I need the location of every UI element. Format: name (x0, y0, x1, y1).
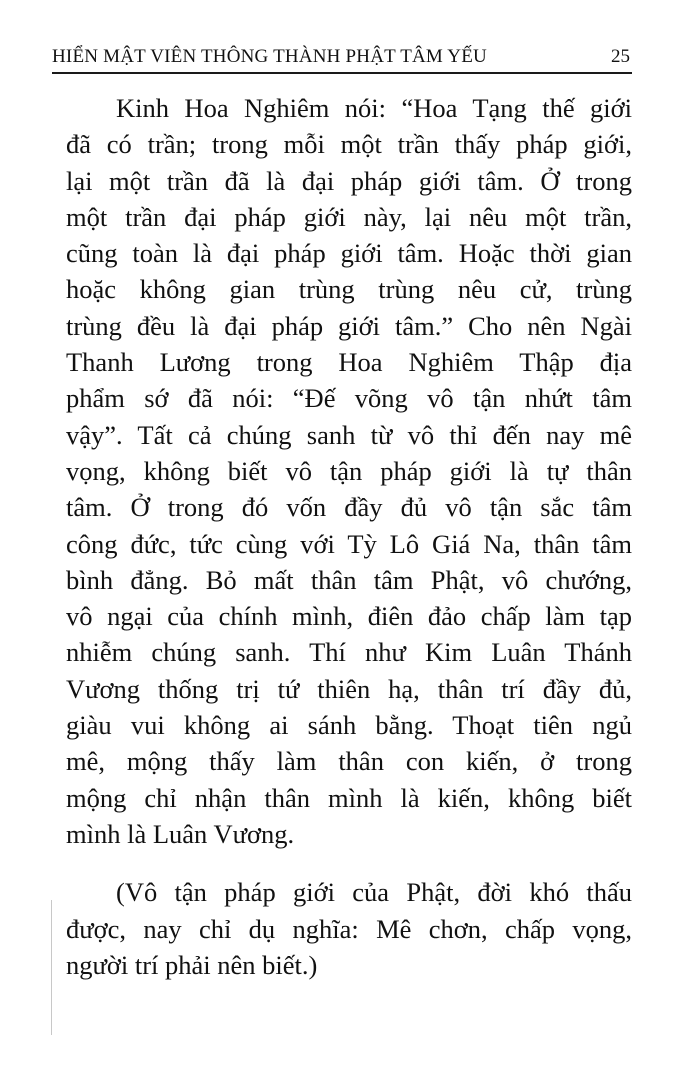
running-title: HIỂN MẬT VIÊN THÔNG THÀNH PHẬT TÂM YẾU (52, 46, 487, 67)
text-line: đã có trần; trong mỗi một trần thấy pháp giới, (66, 129, 632, 160)
body-text (66, 90, 632, 983)
text-line: giàu vui không ai sánh bằng. Thoạt tiên ngủ (66, 710, 632, 741)
text-line: mình là Luân Vương. (66, 818, 295, 849)
paragraph (66, 90, 632, 852)
text-line: lại một trần đã là đại pháp giới tâm. Ở trong (66, 165, 632, 196)
page-margin-mark (51, 900, 52, 1035)
text-line: trùng đều là đại pháp giới tâm.” Cho nên Ngài (66, 310, 632, 341)
text-line: cũng toàn là đại pháp giới tâm. Hoặc thời gian (66, 238, 632, 269)
text-line: hoặc không gian trùng trùng nêu cử, trùng (66, 274, 632, 305)
text-line: mê, mộng thấy làm thân con kiến, ở trong (66, 746, 632, 777)
text-line: công đức, tức cùng với Tỳ Lô Giá Na, thân tâm (66, 528, 632, 559)
text-line: phẩm sớ đã nói: “Đế võng vô tận nhứt tâm (66, 383, 632, 414)
text-line: Thanh Lương trong Hoa Nghiêm Thập địa (66, 347, 632, 378)
paragraph-gap (66, 852, 632, 874)
text-line: mộng chỉ nhận thân mình là kiến, không biết (66, 782, 632, 813)
text-line: tâm. Ở trong đó vốn đầy đủ vô tận sắc tâm (66, 492, 632, 523)
text-line: bình đẳng. Bỏ mất thân tâm Phật, vô chướng, (66, 564, 632, 595)
text-line: (Vô tận pháp giới của Phật, đời khó thấu (116, 877, 632, 908)
text-line: Kinh Hoa Nghiêm nói: “Hoa Tạng thế giới (116, 93, 632, 123)
text-line: vọng, không biết vô tận pháp giới là tự thân (66, 455, 632, 486)
text-line: một trần đại pháp giới này, lại nêu một trần, (66, 201, 632, 232)
text-line: vậy”. Tất cả chúng sanh từ vô thỉ đến nay mê (66, 419, 632, 450)
text-line: nhiễm chúng sanh. Thí như Kim Luân Thánh (66, 637, 632, 668)
text-line: Vương thống trị tứ thiên hạ, thân trí đầy đủ, (66, 673, 632, 704)
paragraph (66, 874, 632, 983)
page-number: 25 (611, 46, 630, 67)
text-line: người trí phải nên biết.) (66, 949, 318, 980)
page-header (52, 44, 632, 74)
text-line: được, nay chỉ dụ nghĩa: Mê chơn, chấp vọng, (66, 913, 632, 944)
text-line: vô ngại của chính mình, điên đảo chấp làm tạp (66, 601, 632, 632)
